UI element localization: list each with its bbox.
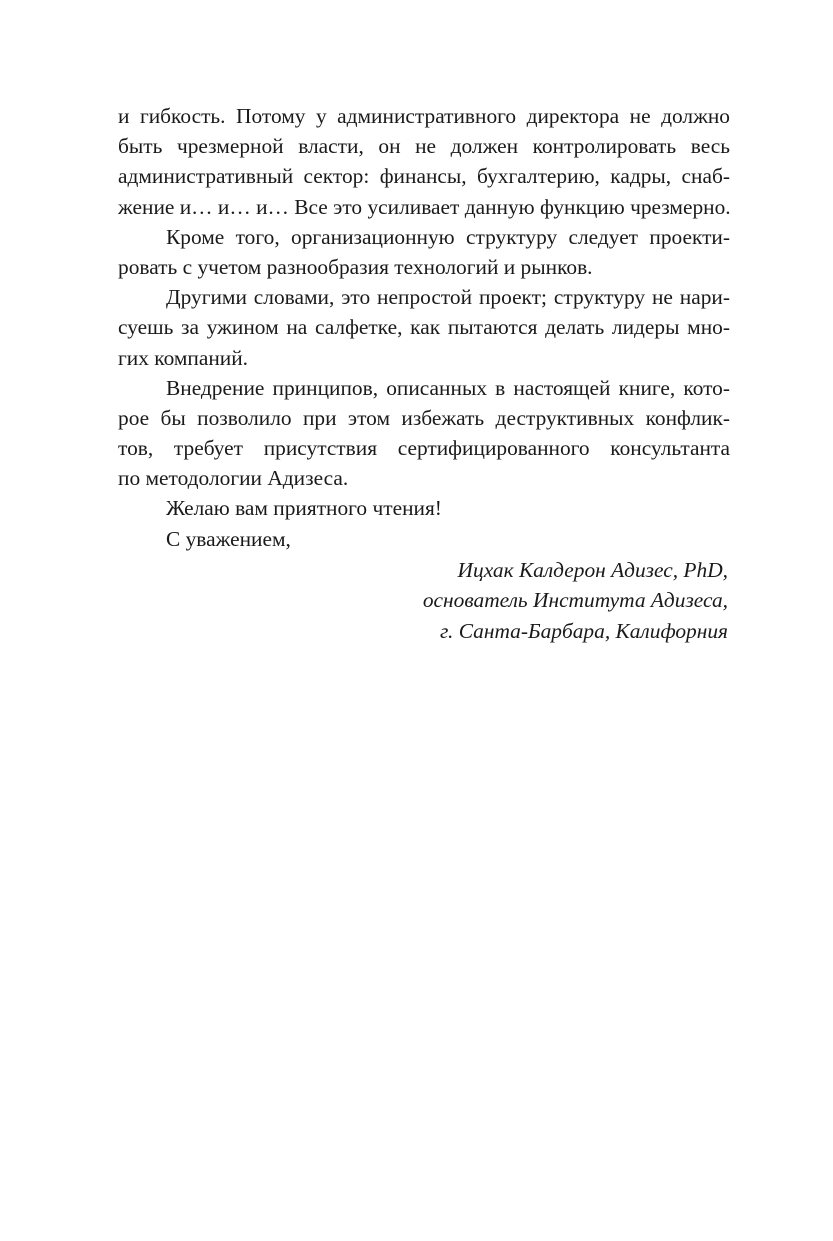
text-line: Другими словами, это непростой проект; структуру не нари- (166, 285, 730, 310)
text-line: Желаю вам приятного чтения! (166, 496, 442, 521)
paragraph-wish (118, 493, 730, 523)
text-line: ровать с учетом разнообразия технологий и рынков. (118, 254, 593, 279)
text-line: быть чрезмерной власти, он не должен контролировать весь (118, 134, 730, 159)
signature-name: Ицхак Калдерон Адизес, PhD, (457, 557, 728, 582)
text-line: жение и… и… и… Все это усиливает данную функцию чрезмерно. (118, 194, 731, 219)
text-line: Кроме того, организационную структуру следует проекти- (166, 224, 730, 249)
text-line: тов, требует присутствия сертифицированного консультанта (118, 436, 730, 461)
text-line: рое бы позволило при этом избежать деструктивных конфлик- (118, 405, 730, 430)
signature-block (118, 555, 730, 647)
text-line: по методологии Адизеса. (118, 466, 349, 491)
text-line: и гибкость. Потому у административного директора не должно (118, 104, 730, 128)
text-line: гих компаний. (118, 345, 249, 370)
signature-location: г. Санта-Барбара, Калифорния (439, 619, 728, 643)
book-page (118, 101, 730, 647)
text-line: суешь за ужином на салфетке, как пытаются делать лидеры мно- (118, 315, 730, 340)
paragraph-admin-director (118, 101, 730, 222)
paragraph-regards (118, 524, 730, 554)
text-line: административный сектор: финансы, бухгалтерию, кадры, снаб- (118, 164, 730, 189)
paragraph-org-structure (118, 222, 730, 282)
paragraph-complex-project (118, 282, 730, 373)
text-line: С уважением, (166, 526, 291, 551)
paragraph-consultant (118, 373, 730, 494)
text-line: Внедрение принципов, описанных в настоящей книге, кото- (166, 375, 730, 400)
signature-title: основатель Института Адизеса, (422, 588, 728, 613)
